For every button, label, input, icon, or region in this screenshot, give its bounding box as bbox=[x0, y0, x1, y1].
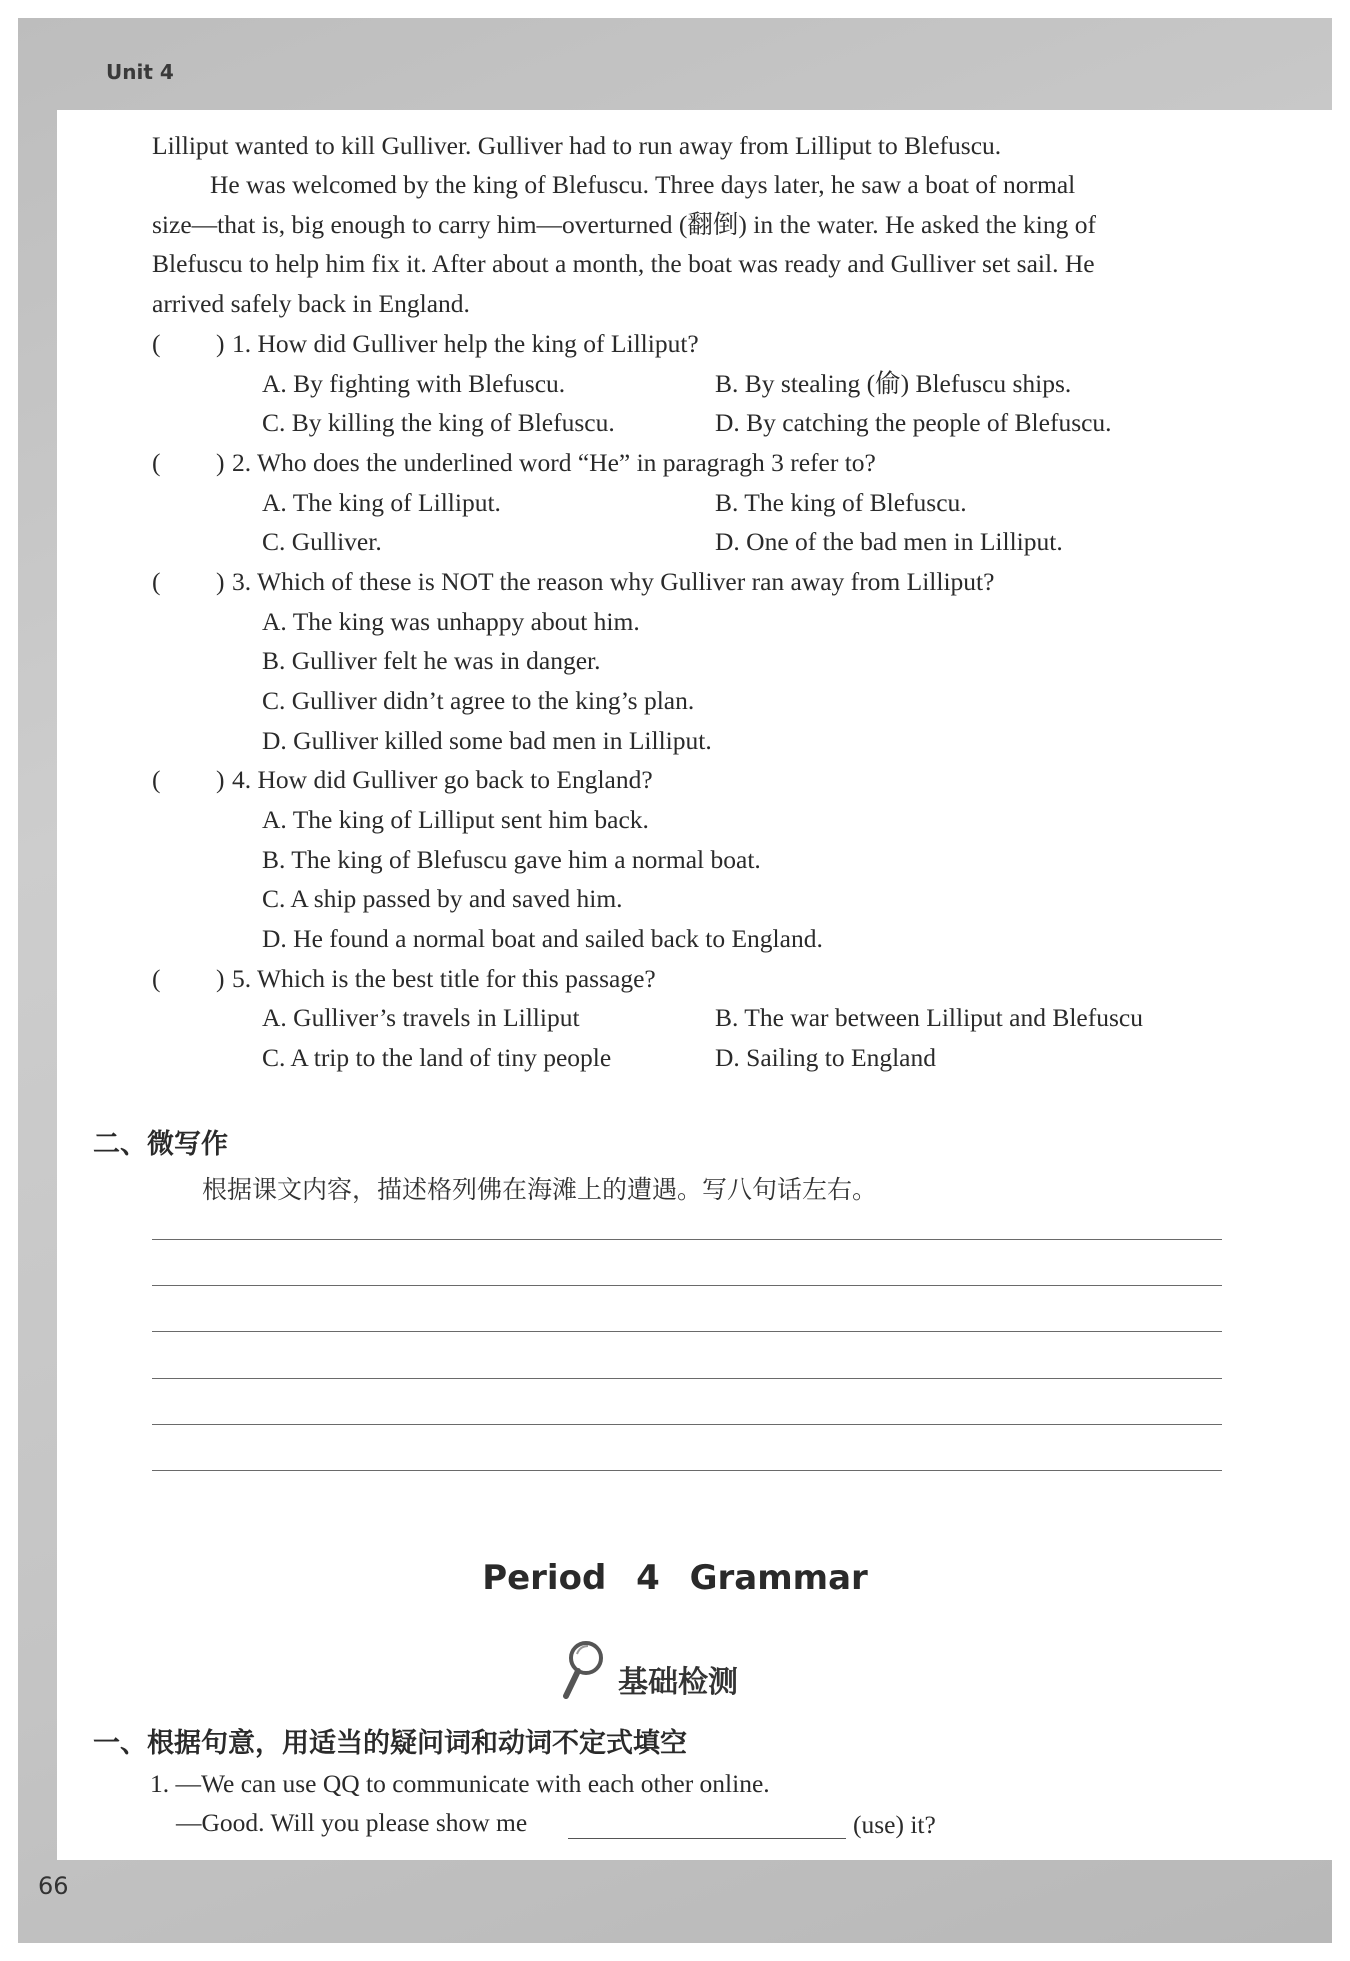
answer-paren-right: ) bbox=[216, 567, 225, 596]
answer-paren-right: ) bbox=[216, 964, 225, 993]
q4-option-c: C. A ship passed by and saved him. bbox=[262, 884, 623, 913]
passage-line-1: Lilliput wanted to kill Gulliver. Gulliver had to run away from Lilliput to Blefuscu. bbox=[152, 131, 1002, 160]
exercise-item-1-line-1: 1. —We can use QQ to communicate with each other online. bbox=[150, 1769, 770, 1798]
q5-option-a: A. Gulliver’s travels in Lilliput bbox=[262, 1003, 580, 1032]
q4-option-a: A. The king of Lilliput sent him back. bbox=[262, 805, 649, 834]
q2-option-c: C. Gulliver. bbox=[262, 527, 382, 556]
writing-line[interactable] bbox=[152, 1285, 1222, 1286]
q5-option-b: B. The war between Lilliput and Blefuscu bbox=[715, 1003, 1143, 1032]
passage-line-3: size—that is, big enough to carry him—overturned (翻倒) in the water. He asked the king of bbox=[152, 210, 1096, 239]
period-title: Period 4 Grammar bbox=[482, 1558, 868, 1598]
question-2: 2. Who does the underlined word “He” in paragragh 3 refer to? bbox=[232, 448, 876, 477]
q5-option-c: C. A trip to the land of tiny people bbox=[262, 1043, 612, 1072]
question-1: 1. How did Gulliver help the king of Lilliput? bbox=[232, 329, 699, 358]
q1-option-a: A. By fighting with Blefuscu. bbox=[262, 369, 566, 398]
q1-option-d: D. By catching the people of Blefuscu. bbox=[715, 408, 1112, 437]
answer-paren-left: ( bbox=[152, 567, 161, 596]
writing-line[interactable] bbox=[152, 1378, 1222, 1379]
answer-paren-right: ) bbox=[216, 448, 225, 477]
writing-instruction: 根据课文内容，描述格列佛在海滩上的遭遇。写八句话左右。 bbox=[202, 1175, 878, 1204]
writing-line[interactable] bbox=[152, 1424, 1222, 1425]
answer-blank[interactable] bbox=[568, 1838, 846, 1839]
q3-option-a: A. The king was unhappy about him. bbox=[262, 607, 640, 636]
answer-paren-left: ( bbox=[152, 329, 161, 358]
writing-line[interactable] bbox=[152, 1331, 1222, 1332]
exercise-item-1-line-2-end: (use) it? bbox=[853, 1810, 936, 1839]
question-4: 4. How did Gulliver go back to England? bbox=[232, 765, 653, 794]
question-3: 3. Which of these is NOT the reason why Gulliver ran away from Lilliput? bbox=[232, 567, 995, 596]
passage-line-5: arrived safely back in England. bbox=[152, 289, 470, 318]
passage-line-4: Blefuscu to help him fix it. After about a month, the boat was ready and Gulliver set sail. He bbox=[152, 249, 1095, 278]
answer-paren-left: ( bbox=[152, 765, 161, 794]
exercise-heading: 一、根据句意，用适当的疑问词和动词不定式填空 bbox=[93, 1728, 687, 1759]
answer-paren-right: ) bbox=[216, 329, 225, 358]
q2-option-a: A. The king of Lilliput. bbox=[262, 488, 501, 517]
page-number: 66 bbox=[38, 1872, 69, 1900]
q3-option-d: D. Gulliver killed some bad men in Lilliput. bbox=[262, 726, 712, 755]
writing-heading: 二、微写作 bbox=[93, 1129, 228, 1160]
answer-paren-right: ) bbox=[216, 765, 225, 794]
question-5: 5. Which is the best title for this passage? bbox=[232, 964, 656, 993]
q3-option-c: C. Gulliver didn’t agree to the king’s plan. bbox=[262, 686, 695, 715]
q4-option-b: B. The king of Blefuscu gave him a normal boat. bbox=[262, 845, 761, 874]
q5-option-d: D. Sailing to England bbox=[715, 1043, 936, 1072]
answer-paren-left: ( bbox=[152, 448, 161, 477]
q2-option-b: B. The king of Blefuscu. bbox=[715, 488, 967, 517]
magnifier-icon bbox=[560, 1638, 610, 1705]
q2-option-d: D. One of the bad men in Lilliput. bbox=[715, 527, 1063, 556]
q1-option-b: B. By stealing (偷) Blefuscu ships. bbox=[715, 369, 1072, 398]
answer-paren-left: ( bbox=[152, 964, 161, 993]
q1-option-c: C. By killing the king of Blefuscu. bbox=[262, 408, 615, 437]
section-subtitle: 基础检测 bbox=[618, 1665, 738, 1700]
q4-option-d: D. He found a normal boat and sailed back to England. bbox=[262, 924, 823, 953]
running-head: Unit 4 bbox=[106, 60, 174, 84]
writing-line[interactable] bbox=[152, 1470, 1222, 1471]
q3-option-b: B. Gulliver felt he was in danger. bbox=[262, 646, 601, 675]
passage-line-2: He was welcomed by the king of Blefuscu. Three days later, he saw a boat of normal bbox=[210, 170, 1076, 199]
writing-line[interactable] bbox=[152, 1239, 1222, 1240]
exercise-item-1-line-2-start: —Good. Will you please show me bbox=[176, 1808, 528, 1837]
